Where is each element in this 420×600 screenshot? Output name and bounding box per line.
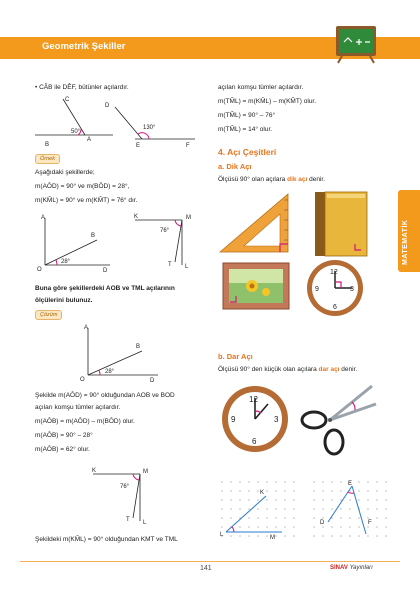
grid-dot <box>367 535 369 537</box>
grid-dot <box>221 499 223 501</box>
grid-dot <box>248 517 250 519</box>
grid-dot <box>331 490 333 492</box>
grid-dot <box>367 517 369 519</box>
grid-dot <box>230 535 232 537</box>
angle-50: 50° <box>71 129 81 135</box>
grid-dot <box>293 499 295 501</box>
grid-dot <box>349 517 351 519</box>
fig4-d: D <box>150 378 155 384</box>
grid-dot <box>284 490 286 492</box>
scissors-illustration <box>300 378 380 458</box>
fig3-l: L <box>185 264 189 270</box>
grid-dot <box>266 508 268 510</box>
grid-dot <box>221 526 223 528</box>
fig5-l: L <box>143 520 147 526</box>
solution-line1: Şekilde m(AÔD) = 90° olduğundan AOB ve BOD <box>35 392 175 399</box>
grid-dot <box>248 481 250 483</box>
given-text: Aşağıdaki şekillerde; <box>35 169 95 176</box>
right-line1: açıları komşu tümler açılardır. <box>218 84 304 91</box>
grid-dot <box>230 499 232 501</box>
grid-dot <box>230 481 232 483</box>
grid-dot <box>257 517 259 519</box>
subject-label: MATEMATİK <box>402 219 409 265</box>
grid-dot <box>313 526 315 528</box>
footer-divider <box>20 561 400 562</box>
grid-dot <box>266 481 268 483</box>
label-c: C <box>65 97 70 103</box>
grid-dot <box>239 490 241 492</box>
grid-dot <box>266 499 268 501</box>
grid-dot <box>349 508 351 510</box>
dot-grid-acute-2 <box>310 478 390 540</box>
grid2-f: F <box>368 520 372 526</box>
section-heading: 4. Açı Çeşitleri <box>218 147 277 157</box>
figure-aod <box>35 213 115 275</box>
grid-dot <box>340 535 342 537</box>
fig2-a: A <box>41 215 46 221</box>
solution-line2: açıları komşu tümler açılardır. <box>35 404 121 411</box>
grid-dot <box>358 517 360 519</box>
grid-dot <box>284 499 286 501</box>
clock1-6: 6 <box>333 304 337 311</box>
grid-dot <box>367 508 369 510</box>
grid-dot <box>358 535 360 537</box>
grid-dot <box>385 526 387 528</box>
fig2-angle: 28° <box>61 259 71 265</box>
grid-dot <box>367 526 369 528</box>
grid-dot <box>376 526 378 528</box>
grid-dot <box>331 481 333 483</box>
grid-dot <box>385 517 387 519</box>
figure-kml-solution <box>88 466 178 526</box>
question-line2: ölçülerini bulunuz. <box>35 297 93 304</box>
grid-dot <box>257 499 259 501</box>
right-angle-heading: a. Dik Açı <box>218 162 252 171</box>
page-number: 141 <box>200 565 212 572</box>
grid-dot <box>221 490 223 492</box>
grid-dot <box>257 490 259 492</box>
grid-dot <box>266 535 268 537</box>
grid-dot <box>275 499 277 501</box>
grid-dot <box>331 526 333 528</box>
fig2-d: D <box>103 268 108 274</box>
grid2-e: E <box>348 481 353 487</box>
grid-dot <box>275 526 277 528</box>
grid-dot <box>284 517 286 519</box>
grid-dot <box>313 499 315 501</box>
grid-dot <box>293 535 295 537</box>
fig3-angle: 76° <box>160 228 170 234</box>
publisher-logo: SINAV Yayınları <box>330 565 373 571</box>
grid-dot <box>322 517 324 519</box>
fig5-m: M <box>143 469 148 475</box>
solution-line5: m(AÔB) = 62° olur. <box>35 446 90 453</box>
supplementary-angles-figure <box>35 95 205 150</box>
book-illustration <box>313 190 373 260</box>
label-f: F <box>186 143 190 149</box>
wall-clock-acute-angle <box>220 384 290 454</box>
solution-line3: m(AÔB) = m(AÔD) – m(BÔD) olur. <box>35 418 135 425</box>
grid-dot <box>349 535 351 537</box>
label-b: B <box>45 142 50 148</box>
solution-line6: Şekildeki m(KM̂L) = 90° olduğundan KMT ve TML <box>35 536 178 543</box>
clock2-6: 6 <box>252 437 257 446</box>
right-line4: m(TM̂L) = 14° olur. <box>218 126 273 133</box>
label-d: D <box>105 103 110 109</box>
given-eq2: m(KM̂L) = 90° ve m(KM̂T) = 76° dır. <box>35 197 138 204</box>
grid-dot <box>293 481 295 483</box>
grid-dot <box>257 535 259 537</box>
grid-dot <box>275 490 277 492</box>
grid-dot <box>376 517 378 519</box>
grid-dot <box>257 508 259 510</box>
grid-dot <box>293 526 295 528</box>
grid-dot <box>376 499 378 501</box>
fig4-b: B <box>136 344 141 350</box>
acute-angle-heading: b. Dar Açı <box>218 352 253 361</box>
clock2-9: 9 <box>231 415 236 424</box>
clock2-12: 12 <box>249 395 258 404</box>
grid-dot <box>239 499 241 501</box>
grid-dot <box>313 517 315 519</box>
fig5-k: K <box>92 468 97 474</box>
fig2-o: O <box>37 267 42 273</box>
intro-text: • CÂB ile DÊF, bütünler açılardır. <box>35 84 129 91</box>
angle-130: 130° <box>143 125 156 131</box>
set-square-illustration <box>218 190 298 255</box>
grid-dot <box>349 526 351 528</box>
grid-dot <box>230 490 232 492</box>
grid-dot <box>275 517 277 519</box>
fig5-t: T <box>126 517 130 523</box>
grid-dot <box>239 481 241 483</box>
grid-dot <box>221 481 223 483</box>
grid-dot <box>239 526 241 528</box>
grid1-k: K <box>260 490 265 496</box>
grid-dot <box>358 499 360 501</box>
grid-dot <box>313 481 315 483</box>
grid-dot <box>284 535 286 537</box>
solution-badge: Çözüm <box>35 310 62 320</box>
given-eq1: m(AÔD) = 90° ve m(BÔD) = 28°, <box>35 183 130 190</box>
grid-dot <box>322 508 324 510</box>
grid-dot <box>367 481 369 483</box>
grid-dot <box>266 490 268 492</box>
grid-dot <box>376 535 378 537</box>
grid-dot <box>266 526 268 528</box>
fig3-t: T <box>168 262 172 268</box>
right-angle-definition: Ölçüsü 90° olan açılara dik açı denir. <box>218 176 326 183</box>
grid-dot <box>322 526 324 528</box>
grid-dot <box>284 526 286 528</box>
grid2-d: D <box>320 520 325 526</box>
grid-dot <box>376 508 378 510</box>
grid-dot <box>331 499 333 501</box>
grid-dot <box>293 517 295 519</box>
label-a: A <box>87 137 92 143</box>
grid-dot <box>221 517 223 519</box>
grid-dot <box>266 517 268 519</box>
grid-dot <box>257 526 259 528</box>
grid-dot <box>275 535 277 537</box>
grid-dot <box>313 490 315 492</box>
grid-dot <box>358 490 360 492</box>
grid-dot <box>293 490 295 492</box>
acute-angle-definition: Ölçüsü 90° den küçük olan açılara dar açı denir. <box>218 366 358 373</box>
grid-dot <box>385 508 387 510</box>
fig2-b: B <box>91 233 96 239</box>
grid-dot <box>230 508 232 510</box>
grid1-m: M <box>270 535 275 541</box>
grid-dot <box>293 508 295 510</box>
grid-dot <box>385 481 387 483</box>
grid-dot <box>284 481 286 483</box>
figure-aod-solution <box>78 323 168 385</box>
question-line1: Buna göre şekillerdeki AOB ve TML açılarının <box>35 285 175 292</box>
grid-dot <box>340 499 342 501</box>
grid-dot <box>367 490 369 492</box>
fig5-angle: 76° <box>120 484 130 490</box>
example-badge: Örnek <box>35 154 60 164</box>
grid-dot <box>239 535 241 537</box>
fig3-m: M <box>186 215 191 221</box>
grid-dot <box>221 508 223 510</box>
grid-dot <box>340 490 342 492</box>
grid-dot <box>331 535 333 537</box>
grid-dot <box>322 490 324 492</box>
grid-dot <box>322 481 324 483</box>
grid-dot <box>385 490 387 492</box>
grid-dot <box>313 535 315 537</box>
grid-dot <box>340 508 342 510</box>
grid-dot <box>284 508 286 510</box>
grid-dot <box>230 517 232 519</box>
wall-clock-right-angle <box>305 258 365 318</box>
picture-frame-illustration <box>222 262 290 312</box>
fig3-k: K <box>134 214 139 220</box>
label-e: E <box>136 143 141 149</box>
chalkboard-icon <box>330 24 380 64</box>
clock1-3: 3 <box>350 286 354 293</box>
grid-dot <box>385 499 387 501</box>
grid-dot <box>340 517 342 519</box>
grid-dot <box>313 508 315 510</box>
right-line3: m(TM̂L) = 90° – 76° <box>218 112 276 119</box>
grid-dot <box>376 490 378 492</box>
figure-kml <box>130 210 220 270</box>
grid-dot <box>385 535 387 537</box>
grid-dot <box>248 490 250 492</box>
grid-dot <box>358 481 360 483</box>
grid-dot <box>340 481 342 483</box>
grid-dot <box>376 481 378 483</box>
grid-dot <box>248 535 250 537</box>
grid-dot <box>367 499 369 501</box>
subject-side-tab <box>398 190 420 272</box>
grid-dot <box>322 535 324 537</box>
grid-dot <box>239 508 241 510</box>
grid-dot <box>349 499 351 501</box>
grid-dot <box>248 526 250 528</box>
grid1-l: L <box>220 532 224 538</box>
solution-line4: m(AÔB) = 90° – 28° <box>35 432 93 439</box>
dot-grid-acute-1 <box>218 478 298 540</box>
grid-dot <box>340 526 342 528</box>
grid-dot <box>322 499 324 501</box>
fig4-o: O <box>80 377 85 383</box>
grid-dot <box>248 499 250 501</box>
grid-dot <box>248 508 250 510</box>
grid-dot <box>358 526 360 528</box>
fig4-angle: 28° <box>105 369 115 375</box>
grid-dot <box>275 508 277 510</box>
clock1-9: 9 <box>315 286 319 293</box>
clock1-12: 12 <box>330 269 338 276</box>
grid-dot <box>275 481 277 483</box>
fig4-a: A <box>84 325 89 331</box>
grid-dot <box>331 508 333 510</box>
right-line2: m(TM̂L) = m(KM̂L) – m(KM̂T) olur. <box>218 98 317 105</box>
clock2-3: 3 <box>274 415 279 424</box>
grid-dot <box>257 481 259 483</box>
chapter-title: Geometrik Şekiller <box>42 41 126 52</box>
